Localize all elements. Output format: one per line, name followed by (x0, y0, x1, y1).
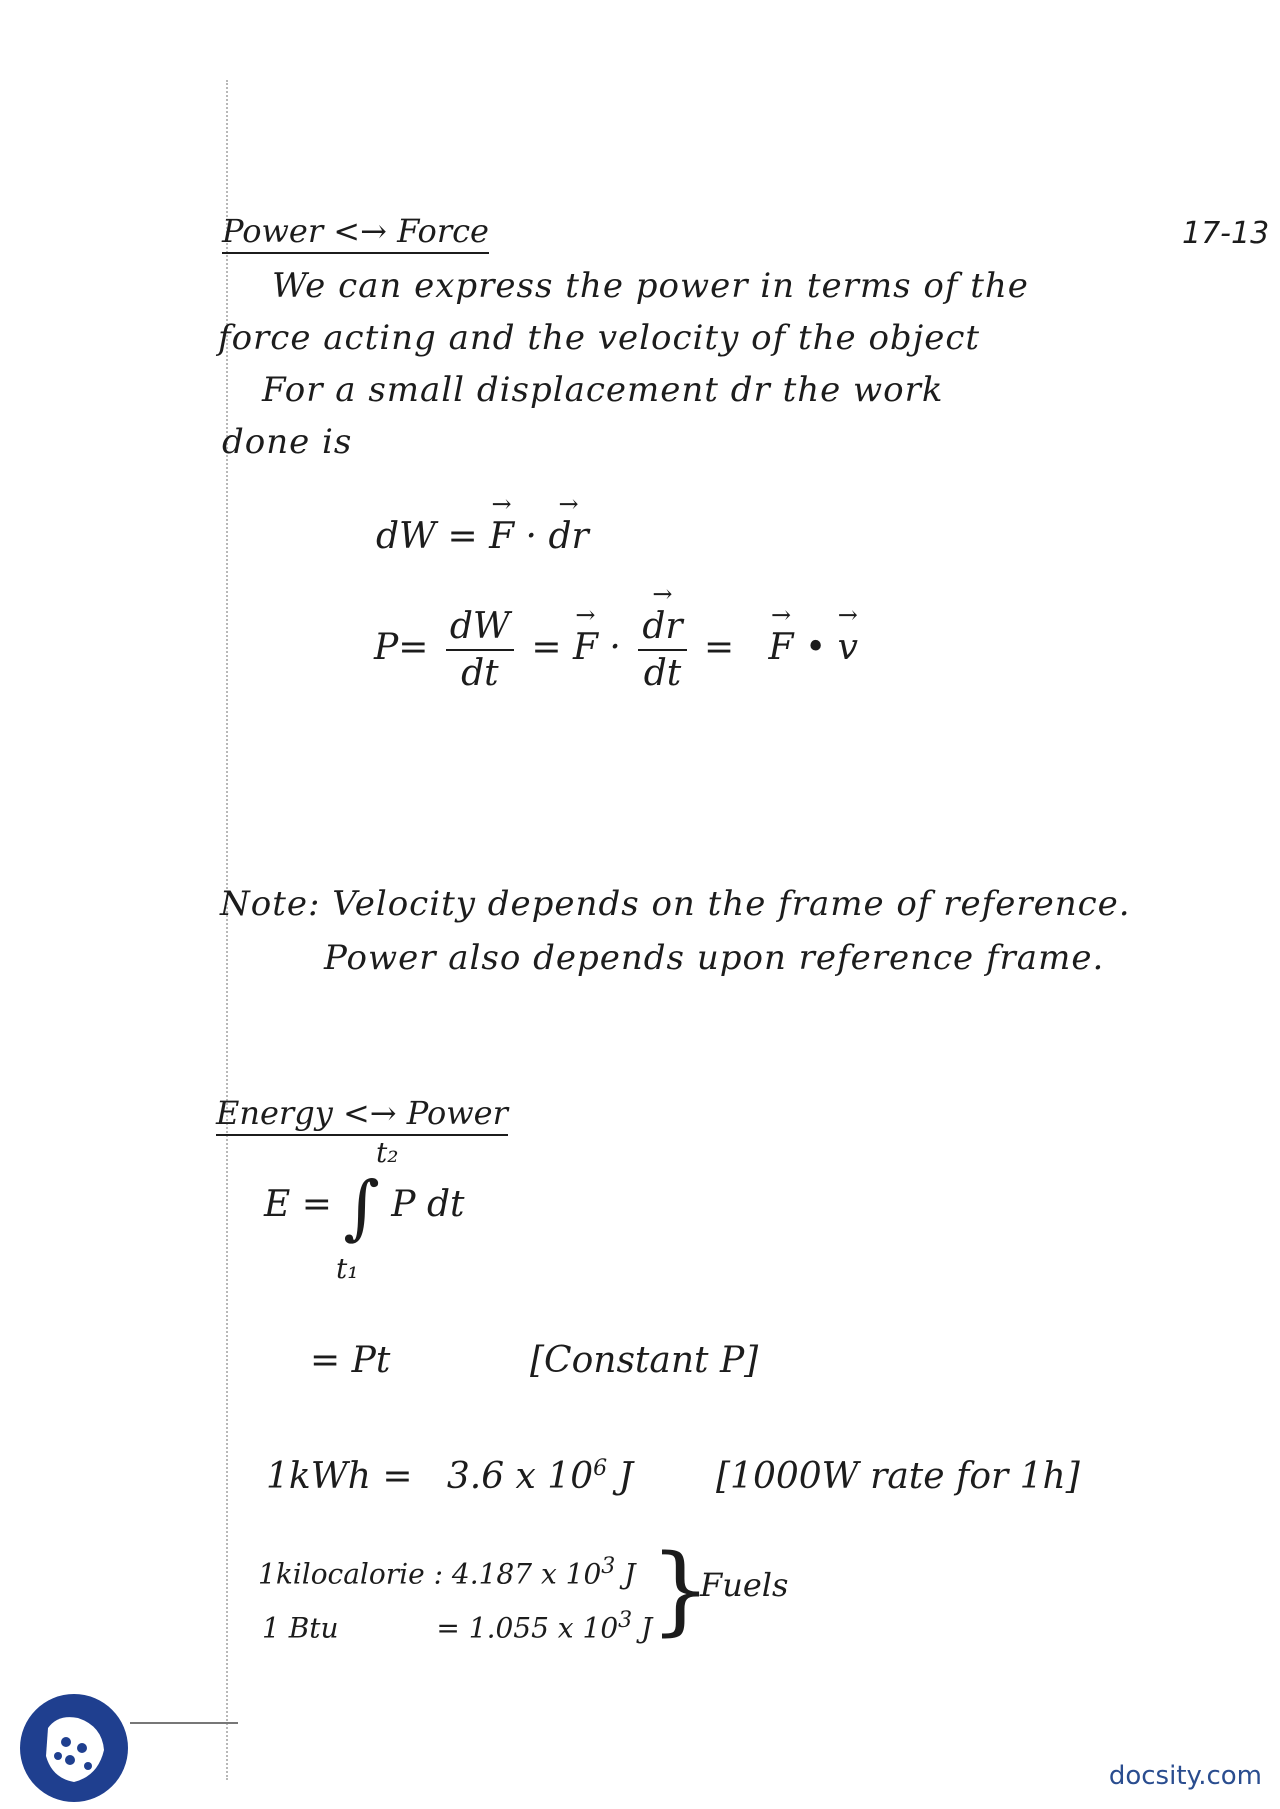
dot-operator: · (525, 516, 537, 557)
vector-dr: → dr (548, 516, 588, 557)
vector-v: → v (838, 627, 858, 668)
vector-f: → F (489, 516, 514, 557)
frac-denominator: dt (643, 653, 682, 694)
note-label: Note: (220, 884, 321, 924)
text-line: For a small displacement dr the work (262, 370, 944, 410)
equation-kilocalorie (258, 1554, 635, 1590)
mantissa: 3.6 x 10 (446, 1456, 594, 1497)
eq-lhs: 1 Btu (262, 1611, 339, 1645)
fuels-label: Fuels (700, 1566, 789, 1604)
brace-icon: } (650, 1534, 712, 1646)
fraction-dw-dt (446, 606, 514, 694)
eq-lhs: dW = (376, 516, 478, 557)
mantissa: = 1.055 x 10 (436, 1611, 619, 1645)
note-text: Velocity depends on the frame of reference. (332, 884, 1131, 924)
unit: J (624, 1557, 636, 1591)
unit: J (618, 1456, 633, 1497)
integral-upper-limit: t₂ (376, 1136, 399, 1169)
vector-f: → F (573, 627, 598, 668)
equation-power (374, 606, 858, 694)
brand-link[interactable]: docsity.com (1108, 1761, 1262, 1791)
equation-pt: = Pt (310, 1340, 391, 1381)
eq-p: P= (374, 627, 429, 668)
footer-rule (130, 1722, 238, 1724)
integral-sign-icon: ∫ (343, 1166, 380, 1248)
text-line: done is (222, 422, 353, 462)
eq-lhs: 1kilocalorie (258, 1557, 425, 1591)
docsity-logo-icon (18, 1692, 130, 1804)
unit: J (641, 1611, 653, 1645)
exponent: 6 (593, 1456, 608, 1481)
mantissa: : 4.187 x 10 (433, 1557, 602, 1591)
eq-lhs: 1kWh = (266, 1456, 413, 1497)
integral-lower-limit: t₁ (336, 1252, 359, 1285)
frac-numerator: dW (446, 606, 514, 651)
dot-operator: • (804, 627, 827, 668)
frac-numerator: → dr (638, 606, 686, 651)
integrand: P dt (391, 1184, 465, 1225)
note-line: Power also depends upon reference frame. (324, 938, 1105, 978)
section-heading-power-force: Power <→ Force (222, 212, 489, 254)
constant-p-note: [Constant P] (530, 1340, 759, 1381)
exponent: 3 (618, 1608, 633, 1633)
section-heading-energy-power: Energy <→ Power (216, 1094, 508, 1136)
kwh-rate-note: [1000W rate for 1h] (716, 1456, 1080, 1497)
equation-btu (262, 1608, 652, 1644)
equals-sign: = (531, 627, 562, 668)
note-line (220, 884, 1131, 924)
page-number: 17-13 (1182, 216, 1270, 251)
eq-lhs: E = (264, 1184, 332, 1225)
exponent: 3 (601, 1554, 616, 1579)
text-line: force acting and the velocity of the object (218, 318, 981, 358)
vector-f: → F (769, 627, 794, 668)
frac-denominator: dt (461, 653, 499, 694)
fraction-dr-dt (638, 606, 686, 694)
equation-dw (376, 516, 589, 557)
text-line: We can express the power in terms of the (272, 266, 1029, 306)
equation-energy-integral (264, 1166, 465, 1248)
equals-sign: = (704, 627, 735, 668)
dot-operator: · (609, 627, 621, 668)
equation-kwh (266, 1456, 633, 1497)
